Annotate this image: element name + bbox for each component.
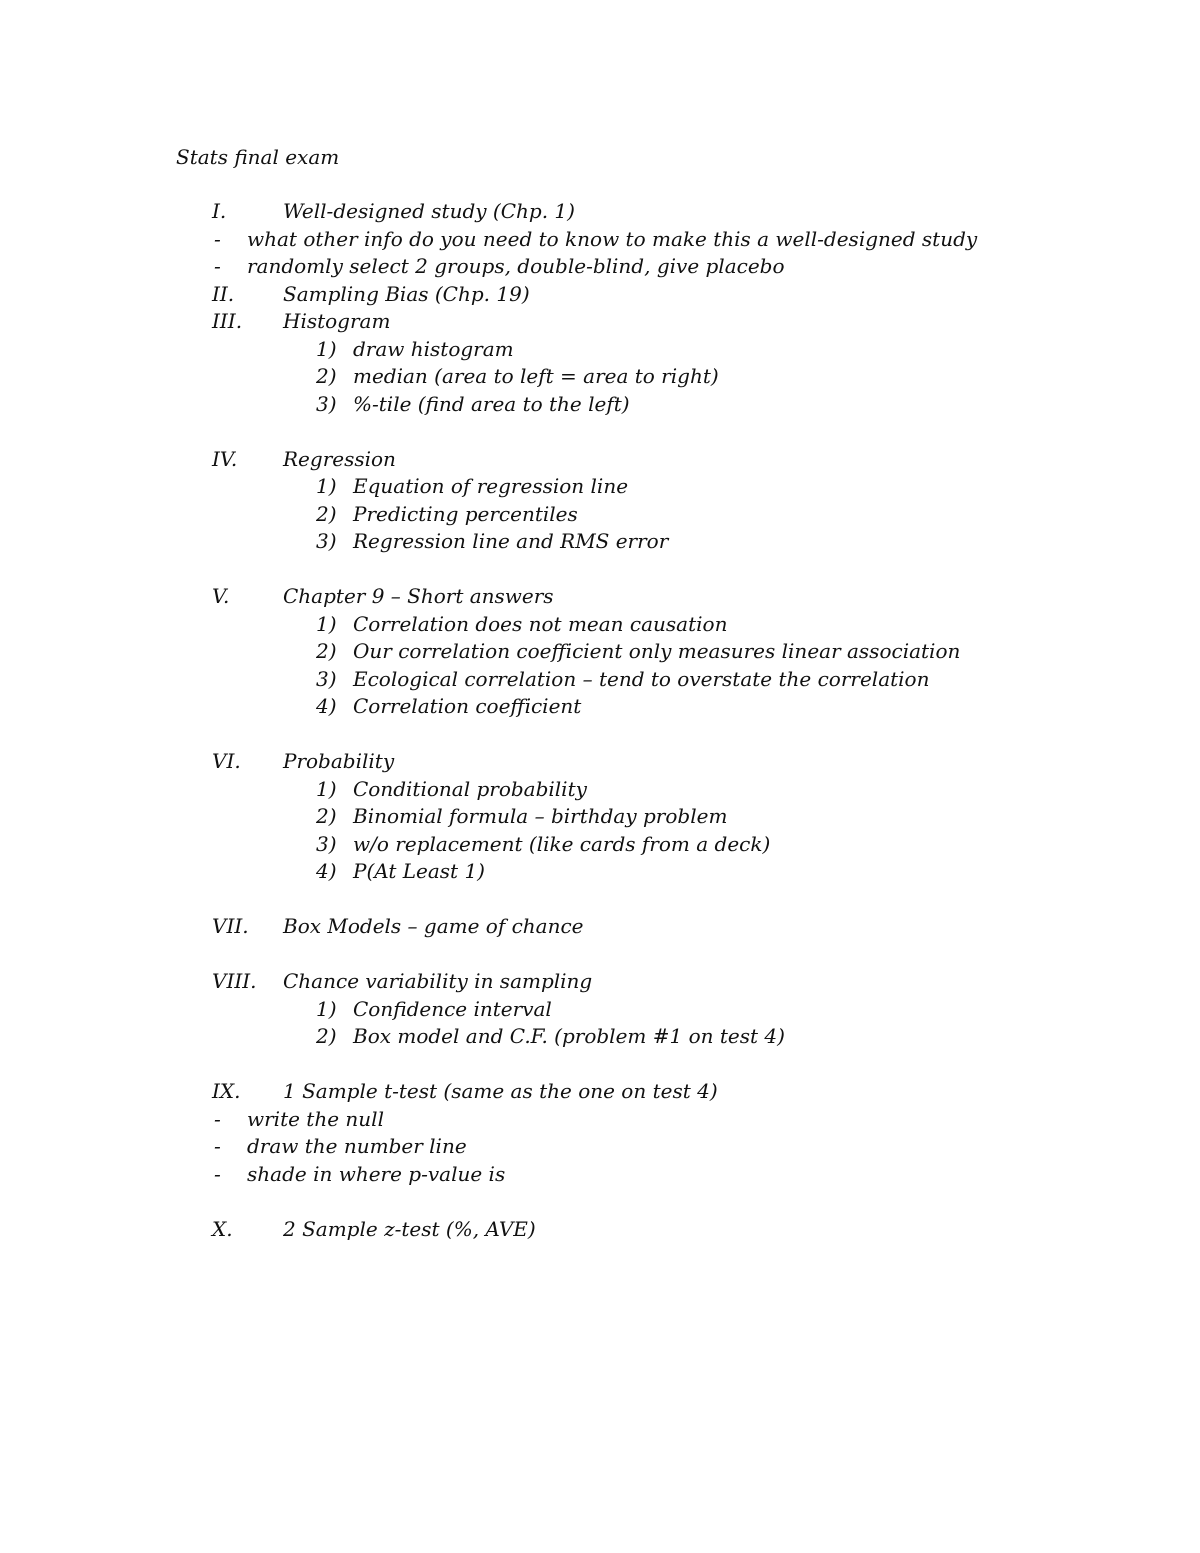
bullet-item bbox=[0, 1161, 1200, 1189]
dash-marker: - bbox=[214, 1134, 221, 1158]
section-title: Probability bbox=[283, 749, 395, 773]
item-number: 2) bbox=[316, 804, 337, 828]
item-number: 1) bbox=[316, 996, 337, 1021]
bullet-item bbox=[0, 1106, 1200, 1134]
section-title: 2 Sample z-test (%, AVE) bbox=[283, 1216, 536, 1241]
dash-marker: - bbox=[214, 1106, 221, 1131]
numbered-item bbox=[0, 803, 1200, 831]
item-text: Our correlation coefficient only measures linear association bbox=[353, 639, 961, 663]
dash-marker: - bbox=[214, 254, 221, 278]
section-numeral: IV. bbox=[212, 446, 238, 471]
numbered-item bbox=[0, 776, 1200, 804]
section-numeral: VIII. bbox=[212, 969, 257, 993]
item-number: 1) bbox=[316, 611, 337, 636]
section-title: Box Models – game of chance bbox=[283, 914, 584, 938]
section-numeral: III. bbox=[212, 309, 243, 333]
item-text: Regression line and RMS error bbox=[353, 529, 669, 553]
section-heading bbox=[0, 583, 1200, 611]
item-number: 4) bbox=[316, 694, 337, 718]
blank-line bbox=[0, 941, 1200, 969]
section-title: Well-designed study (Chp. 1) bbox=[283, 199, 575, 223]
section-numeral: VII. bbox=[212, 914, 249, 938]
bullet-item bbox=[0, 1133, 1200, 1161]
numbered-item bbox=[0, 611, 1200, 639]
bullet-text: what other info do you need to know to make this a well-designed study bbox=[247, 226, 978, 251]
item-number: 1) bbox=[316, 336, 337, 361]
item-number: 4) bbox=[316, 859, 337, 883]
numbered-item bbox=[0, 501, 1200, 529]
blank-line bbox=[0, 1051, 1200, 1079]
bullet-text: draw the number line bbox=[247, 1134, 467, 1158]
item-number: 2) bbox=[316, 1024, 337, 1048]
item-text: Conditional probability bbox=[353, 776, 587, 801]
document-title: Stats final exam bbox=[176, 145, 340, 169]
section-heading bbox=[0, 281, 1200, 309]
numbered-item bbox=[0, 858, 1200, 886]
item-text: Equation of regression line bbox=[353, 474, 629, 498]
item-number: 2) bbox=[316, 501, 337, 526]
item-text: Confidence interval bbox=[353, 996, 552, 1021]
section-numeral: VI. bbox=[212, 749, 241, 773]
item-text: Correlation does not mean causation bbox=[353, 611, 728, 636]
dash-marker: - bbox=[214, 226, 221, 251]
item-text: Ecological correlation – tend to overstate the correlation bbox=[353, 666, 930, 691]
section-numeral: I. bbox=[212, 199, 227, 223]
section-title: Regression bbox=[283, 446, 396, 471]
bullet-text: randomly select 2 groups, double-blind, give placebo bbox=[247, 254, 785, 278]
section-heading bbox=[0, 308, 1200, 336]
item-number: 1) bbox=[316, 776, 337, 801]
numbered-item bbox=[0, 1023, 1200, 1051]
section-title: Histogram bbox=[283, 309, 391, 333]
numbered-item bbox=[0, 638, 1200, 666]
item-text: Box model and C.F. (problem #1 on test 4) bbox=[353, 1024, 785, 1048]
section-heading bbox=[0, 748, 1200, 776]
numbered-item bbox=[0, 473, 1200, 501]
item-text: Correlation coefficient bbox=[353, 694, 582, 718]
dash-marker: - bbox=[214, 1161, 221, 1186]
section-numeral: X. bbox=[212, 1216, 233, 1241]
blank-line bbox=[0, 721, 1200, 749]
exam-outline bbox=[0, 198, 1200, 1243]
item-text: P(At Least 1) bbox=[353, 859, 485, 883]
section-numeral: II. bbox=[212, 281, 235, 306]
item-text: w/o replacement (like cards from a deck) bbox=[353, 831, 771, 856]
numbered-item bbox=[0, 336, 1200, 364]
item-number: 3) bbox=[316, 391, 337, 416]
bullet-text: shade in where p-value is bbox=[247, 1161, 506, 1186]
bullet-text: write the null bbox=[247, 1106, 384, 1131]
item-text: draw histogram bbox=[353, 336, 514, 361]
blank-line bbox=[0, 556, 1200, 584]
item-number: 2) bbox=[316, 364, 337, 388]
section-title: Chance variability in sampling bbox=[283, 969, 593, 993]
item-number: 1) bbox=[316, 474, 337, 498]
item-number: 2) bbox=[316, 639, 337, 663]
item-text: median (area to left = area to right) bbox=[353, 364, 719, 388]
section-heading bbox=[0, 968, 1200, 996]
section-title: Sampling Bias (Chp. 19) bbox=[283, 281, 530, 306]
section-heading bbox=[0, 1078, 1200, 1106]
section-heading bbox=[0, 446, 1200, 474]
numbered-item bbox=[0, 528, 1200, 556]
section-title: Chapter 9 – Short answers bbox=[283, 584, 554, 608]
blank-line bbox=[0, 886, 1200, 914]
bullet-item bbox=[0, 226, 1200, 254]
section-title: 1 Sample t-test (same as the one on test 4) bbox=[283, 1079, 718, 1103]
numbered-item bbox=[0, 363, 1200, 391]
section-numeral: V. bbox=[212, 584, 230, 608]
item-number: 3) bbox=[316, 666, 337, 691]
section-heading bbox=[0, 198, 1200, 226]
item-text: Binomial formula – birthday problem bbox=[353, 804, 728, 828]
blank-line bbox=[0, 1188, 1200, 1216]
section-numeral: IX. bbox=[212, 1079, 241, 1103]
blank-line bbox=[0, 418, 1200, 446]
item-number: 3) bbox=[316, 831, 337, 856]
section-heading bbox=[0, 913, 1200, 941]
bullet-item bbox=[0, 253, 1200, 281]
numbered-item bbox=[0, 996, 1200, 1024]
item-number: 3) bbox=[316, 529, 337, 553]
numbered-item bbox=[0, 666, 1200, 694]
section-heading bbox=[0, 1216, 1200, 1244]
numbered-item bbox=[0, 391, 1200, 419]
item-text: %-tile (find area to the left) bbox=[353, 391, 630, 416]
numbered-item bbox=[0, 693, 1200, 721]
item-text: Predicting percentiles bbox=[353, 501, 578, 526]
numbered-item bbox=[0, 831, 1200, 859]
